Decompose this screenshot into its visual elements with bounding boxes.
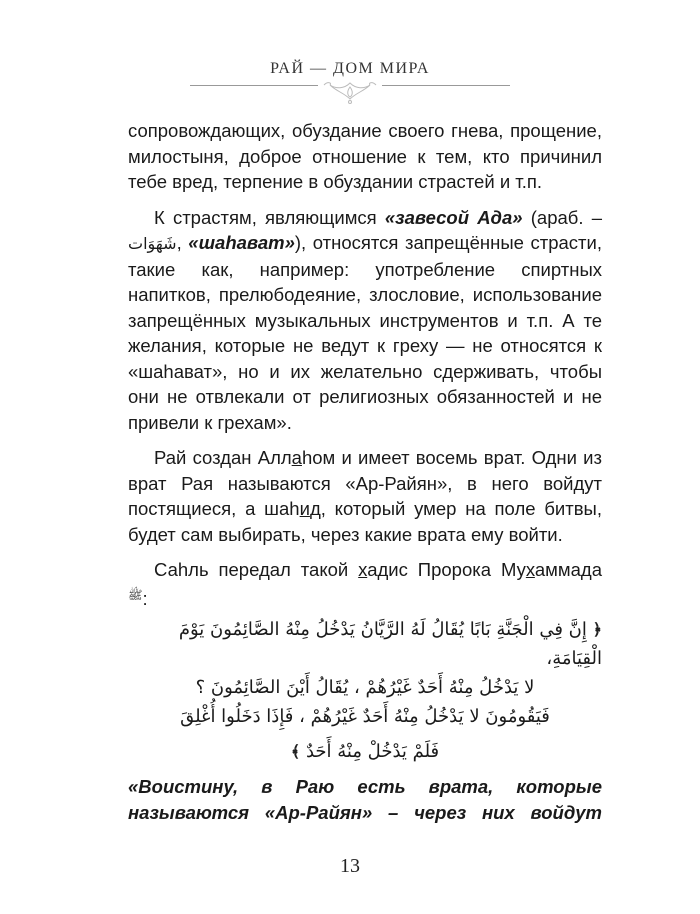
page-header [0,0,700,105]
underlined-letter: х [358,559,368,580]
salawat-icon: ﷺ [128,587,143,602]
paragraph-4 [128,557,602,611]
hadith-line-1-text: إِنَّ فِي الْجَنَّةِ بَابًا يُقَالُ لَهُ الرَّيَّانُ يَدْخُلُ مِنْهُ الصَّائِمُونَ يَوْمَ الْقِيَامَةِ، [178,619,602,669]
paragraph-1-text: сопровождающих, обуздание своего гнева, прощение, милостыня, доброе отношение к тем, кто причинил тебе вред, терпение в обуздании страстей и т.п. [128,120,602,192]
paragraph-4-text-c: аммада [534,559,602,580]
paragraph-2-text-start: К страстям, являющимся [154,206,385,228]
hadith-translation: «Воистину, в Раю есть врата, которые называются «Ар-Райян» – через них войдут [128,776,602,823]
hadith-line-4-text: فَلَمْ يَدْخُلْ مِنْهُ أَحَدٌ [305,741,440,762]
paragraph-2 [128,205,602,436]
arabic-term-shahawat: شَهَوَات [128,234,177,253]
ornament-icon [318,77,382,105]
hadith-line-2-text: لا يَدْخُلُ مِنْهُ أَحَدٌ غَيْرُهُمْ ، يُقَالُ أَيْنَ الصَّائِمُونَ ؟ [195,677,535,698]
underlined-vowel: и [299,498,310,519]
hadith-line-4 [128,737,602,766]
hadith-line-1 [128,615,602,673]
close-brace-icon: ﴾ [290,742,301,761]
colon: : [142,587,148,609]
hadith-line-2 [128,673,602,702]
paragraph-3-text-b: hом и имеет восемь врат. Одни из врат Рая называются «Ар-Райян», в него войдут постящиеся, а шаh [128,447,602,519]
comma-separator: , [176,232,189,253]
underlined-letter: х [525,559,535,580]
arabic-note-prefix: (араб. – [522,206,602,228]
page-body [128,118,602,826]
paragraph-1 [128,118,602,195]
open-brace-icon: ﴿ [592,620,602,639]
paragraph-3-text-a: Рай создан Алл [154,447,292,468]
hadith-line-3-text: فَيَقُومُونَ لا يَدْخُلُ مِنْهُ أَحَدٌ غَيْرُهُمْ ، فَإِذَا دَخَلُوا أُغْلِقَ [180,706,550,727]
hadith-line-3 [128,702,602,731]
term-shahavat: «шаhават» [188,232,295,253]
paragraph-3 [128,445,602,547]
paragraph-4-text-a: Саhль передал такой [154,559,359,580]
hadith-arabic [128,615,602,766]
running-title: РАЙ — ДОМ МИРА [270,60,430,77]
underlined-vowel: а [291,447,302,468]
paragraph-3-text-c: д, который умер на поле битвы, будет сам выбирать, через какие врата ему войти. [128,498,602,545]
page-number: 13 [340,855,360,877]
paragraph-4-text-b: адис Пророка Му [367,559,526,580]
term-zavesa-ada: «завесой Ада» [384,206,523,228]
paragraph-2-text-end: ), относятся запрещённые страсти, такие как, например: употребление спиртных напитков, прелюбодеяние, злословие, использование запрещённых музыкальных инструментов и т.п. А те желания, которые не ведут к греху — не относятся к «шаhават», но и их желательно сдерживать, чтобы они не отвлекали от религиозных обязанностей и не привели к грехам». [128,232,602,433]
